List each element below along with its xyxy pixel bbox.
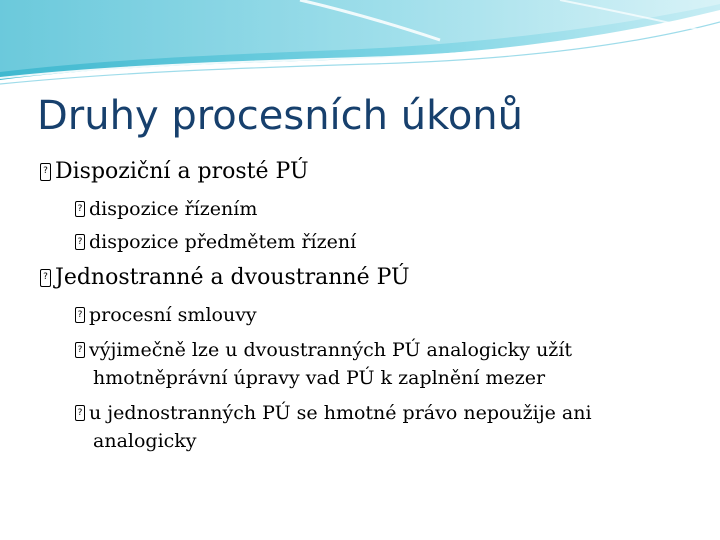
- bullet-item-level1: [40, 264, 410, 292]
- slide-title: Druhy procesních úkonů: [37, 93, 523, 139]
- bullet-text: procesní smlouvy: [89, 304, 257, 326]
- missing-glyph-icon: [75, 405, 85, 421]
- bullet-text: Jednostranné a dvoustranné PÚ: [55, 265, 410, 290]
- bullet-item-level2: [75, 399, 592, 427]
- bullet-continuation-text: hmotněprávní úpravy vad PÚ k zaplnění mezer: [93, 367, 546, 389]
- bullet-item-level2: [75, 228, 356, 256]
- bullet-continuation-text: analogicky: [93, 430, 197, 452]
- missing-glyph-icon: [75, 307, 85, 323]
- missing-glyph-icon: [40, 269, 51, 287]
- bullet-item-level2: [75, 195, 257, 223]
- bullet-text: u jednostranných PÚ se hmotné právo nepoužije ani: [89, 402, 592, 424]
- bullet-text: dispozice předmětem řízení: [89, 231, 357, 253]
- bullet-text: výjimečně lze u dvoustranných PÚ analogicky užít: [89, 339, 573, 361]
- bullet-text: dispozice řízením: [89, 198, 258, 220]
- missing-glyph-icon: [40, 163, 51, 181]
- missing-glyph-icon: [75, 342, 85, 358]
- bullet-item-level1: [40, 158, 309, 186]
- missing-glyph-icon: [75, 201, 85, 217]
- missing-glyph-icon: [75, 234, 85, 250]
- bullet-item-level2: [75, 301, 257, 329]
- bullet-text: Dispoziční a prosté PÚ: [55, 159, 309, 184]
- bullet-item-level2: [75, 336, 572, 364]
